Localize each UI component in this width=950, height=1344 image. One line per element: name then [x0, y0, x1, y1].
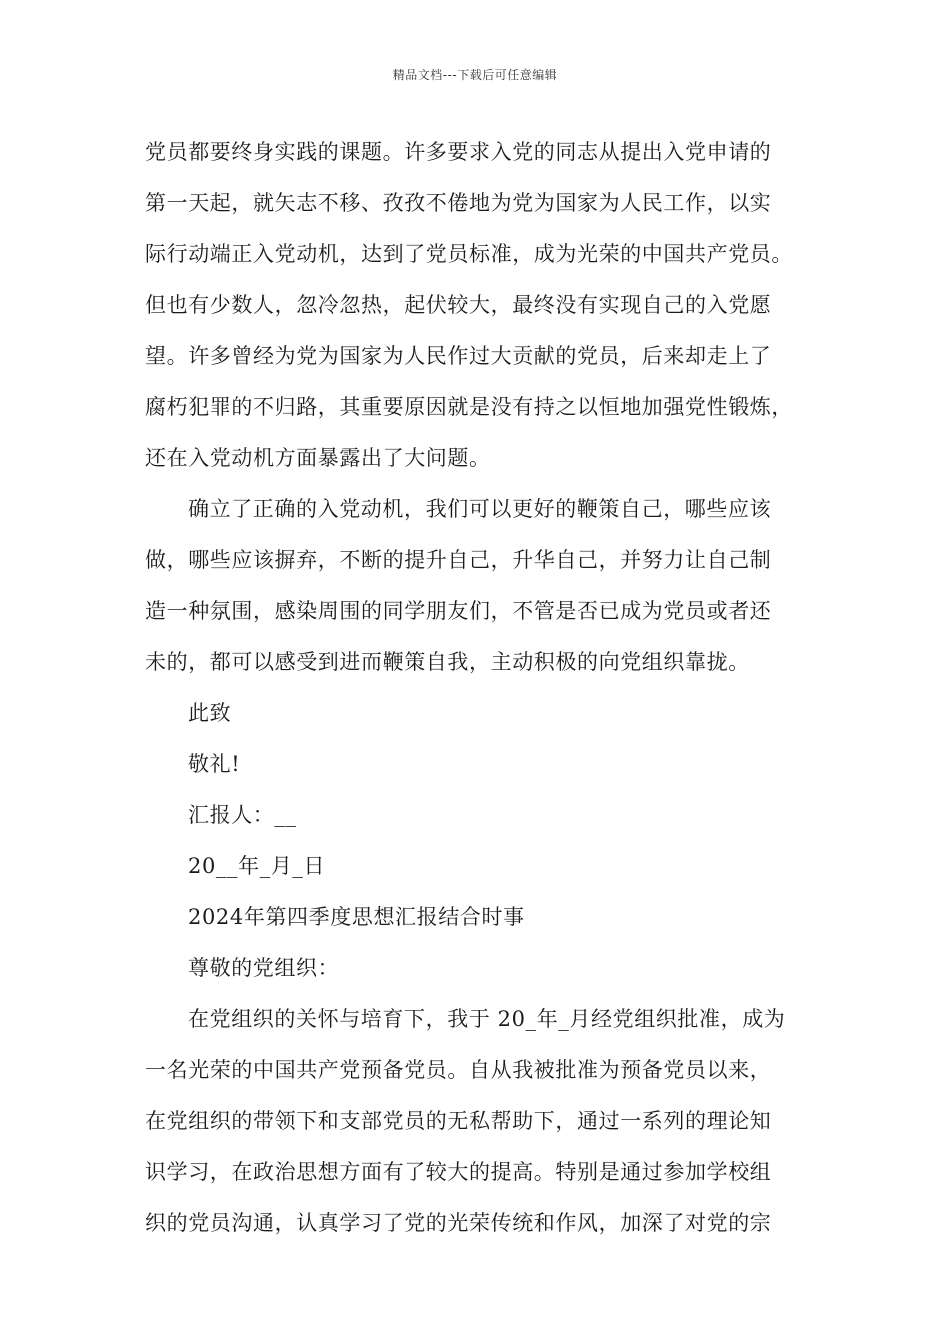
paragraph-line: 未的，都可以感受到进而鞭策自我，主动积极的向党组织靠拢。	[145, 650, 750, 674]
paragraph-line: 党员都要终身实践的课题。许多要求入党的同志从提出入党申请的	[145, 140, 772, 164]
paragraph-line: 做，哪些应该摒弃，不断的提升自己，升华自己，并努力让自己制	[145, 548, 772, 572]
paragraph-line: 望。许多曾经为党为国家为人民作过大贡献的党员，后来却走上了	[145, 344, 772, 368]
paragraph-line: 织的党员沟通，认真学习了党的光荣传统和作风，加深了对党的宗	[145, 1211, 772, 1235]
closing-respect: 敬礼!	[188, 752, 241, 776]
page-header: 精品文档---下载后可任意编辑	[392, 68, 558, 82]
paragraph-line: 在党组织的关怀与培育下，我于 20_年_月经党组织批准，成为	[188, 1007, 786, 1031]
paragraph-line: 第一天起，就矢志不移、孜孜不倦地为党为国家为人民工作，以实	[145, 191, 772, 215]
paragraph-line: 一名光荣的中国共产党预备党员。自从我被批准为预备党员以来，	[145, 1058, 772, 1082]
document-body	[145, 130, 810, 1252]
date-line: 20__年_月_日	[188, 854, 326, 878]
paragraph-line: 际行动端正入党动机，达到了党员标准，成为光荣的中国共产党员。	[145, 242, 793, 266]
reporter-line: 汇报人：__	[188, 803, 297, 827]
paragraph-line: 确立了正确的入党动机，我们可以更好的鞭策自己，哪些应该	[188, 497, 772, 521]
paragraph-line: 还在入党动机方面暴露出了大问题。	[145, 446, 491, 470]
closing-salutation: 此致	[188, 701, 232, 725]
paragraph-line: 但也有少数人，忽冷忽热，起伏较大，最终没有实现自己的入党愿	[145, 293, 772, 317]
paragraph-line: 造一种氛围，感染周围的同学朋友们，不管是否已成为党员或者还	[145, 599, 772, 623]
greeting: 尊敬的党组织：	[188, 956, 340, 980]
paragraph-line: 在党组织的带领下和支部党员的无私帮助下，通过一系列的理论知	[145, 1109, 772, 1133]
section-title: 2024年第四季度思想汇报结合时事	[188, 905, 525, 929]
paragraph-line: 识学习，在政治思想方面有了较大的提高。特别是通过参加学校组	[145, 1160, 772, 1184]
paragraph-line: 腐朽犯罪的不归路，其重要原因就是没有持之以恒地加强党性锻炼，	[145, 395, 793, 419]
